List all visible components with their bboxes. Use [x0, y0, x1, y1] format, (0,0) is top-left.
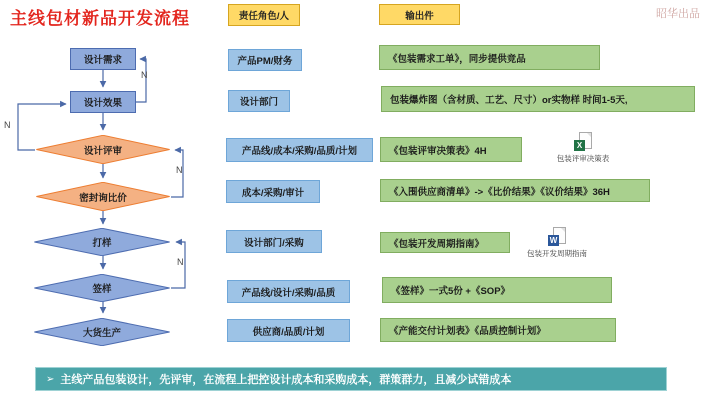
output-box-demand-worksheet: 《包装需求工单》，同步提供竞品: [379, 45, 600, 70]
output-box-dev-cycle-guide: 《包装开发周期指南》: [380, 232, 510, 253]
flow-step-label: 大货生产: [82, 328, 121, 339]
output-box-review-decision-table: 《包装评审决策表》4H: [380, 137, 522, 162]
excel-badge: X: [574, 140, 585, 151]
decision-no-label: N: [141, 70, 148, 80]
attachment-label: 包装开发周期指南: [527, 249, 587, 258]
flow-step-mass-production: [33, 318, 171, 346]
flow-step-proofing: [33, 228, 171, 256]
flow-step-label: 签样: [92, 284, 112, 295]
decision-no-label: N: [176, 165, 183, 175]
footer-note-bar: [35, 367, 667, 391]
role-box-cost-purchasing-audit: 成本/采购/审计: [226, 180, 320, 203]
flow-step-design-demand: [70, 48, 136, 70]
role-box-design-dept: 设计部门: [228, 90, 290, 112]
attachment-label: 包装评审决策表: [556, 154, 610, 163]
footer-note-text: 主线产品包装设计，先评审，在流程上把控设计成本和采购成本，群策群力，且减少试错成本: [60, 374, 512, 386]
role-box-signoff-team: 产品线/设计/采购/品质: [227, 280, 350, 303]
output-box-exploded-diagram: 包装爆炸图（含材质、工艺、尺寸）or实物样 时间1-5天,: [381, 86, 695, 112]
role-box-review-team: 产品线/成本/采购/品质/计划: [226, 138, 373, 162]
output-box-supplier-shortlist: 《入围供应商清单》->《比价结果》《议价结果》36H: [380, 179, 650, 202]
decision-no-label: N: [4, 120, 11, 130]
word-file-icon[interactable]: [548, 227, 566, 246]
output-box-capacity-quality-plan: 《产能交付计划表》《品质控制计划》: [380, 318, 616, 342]
flow-step-label: 设计效果: [83, 98, 122, 109]
role-box-design-purchasing: 设计部门/采购: [226, 230, 322, 253]
page-title: 主线包材新品开发流程: [10, 9, 190, 28]
output-box-signed-sample-sop: 《签样》一式5份 +《SOP》: [382, 277, 612, 303]
flow-step-design-review: [35, 135, 171, 164]
column-header-output: 输出件: [379, 4, 460, 25]
flow-step-design-effect: [70, 91, 136, 113]
attachment-excel-review-decision-table[interactable]: [543, 132, 623, 164]
attachment-word-dev-cycle-guide[interactable]: [517, 227, 597, 259]
arrow-bullet-icon: ➢: [46, 373, 55, 385]
excel-file-icon[interactable]: [574, 132, 592, 151]
flow-step-label: 密封询比价: [79, 192, 127, 204]
flow-step-label: 设计需求: [83, 55, 122, 66]
flow-step-sample-signoff: [33, 274, 171, 302]
decision-no-label: N: [177, 257, 184, 267]
role-box-product-pm-finance: 产品PM/财务: [228, 49, 302, 71]
role-box-supplier-quality-plan: 供应商/品质/计划: [227, 319, 350, 342]
flow-step-sealed-price-inquiry: [35, 182, 171, 211]
flow-step-label: 设计评审: [83, 145, 122, 157]
brand-watermark: 昭华出品: [656, 8, 700, 20]
word-badge: W: [549, 235, 558, 245]
column-header-role: 责任角色/人: [228, 4, 300, 26]
flow-step-label: 打样: [92, 238, 112, 249]
